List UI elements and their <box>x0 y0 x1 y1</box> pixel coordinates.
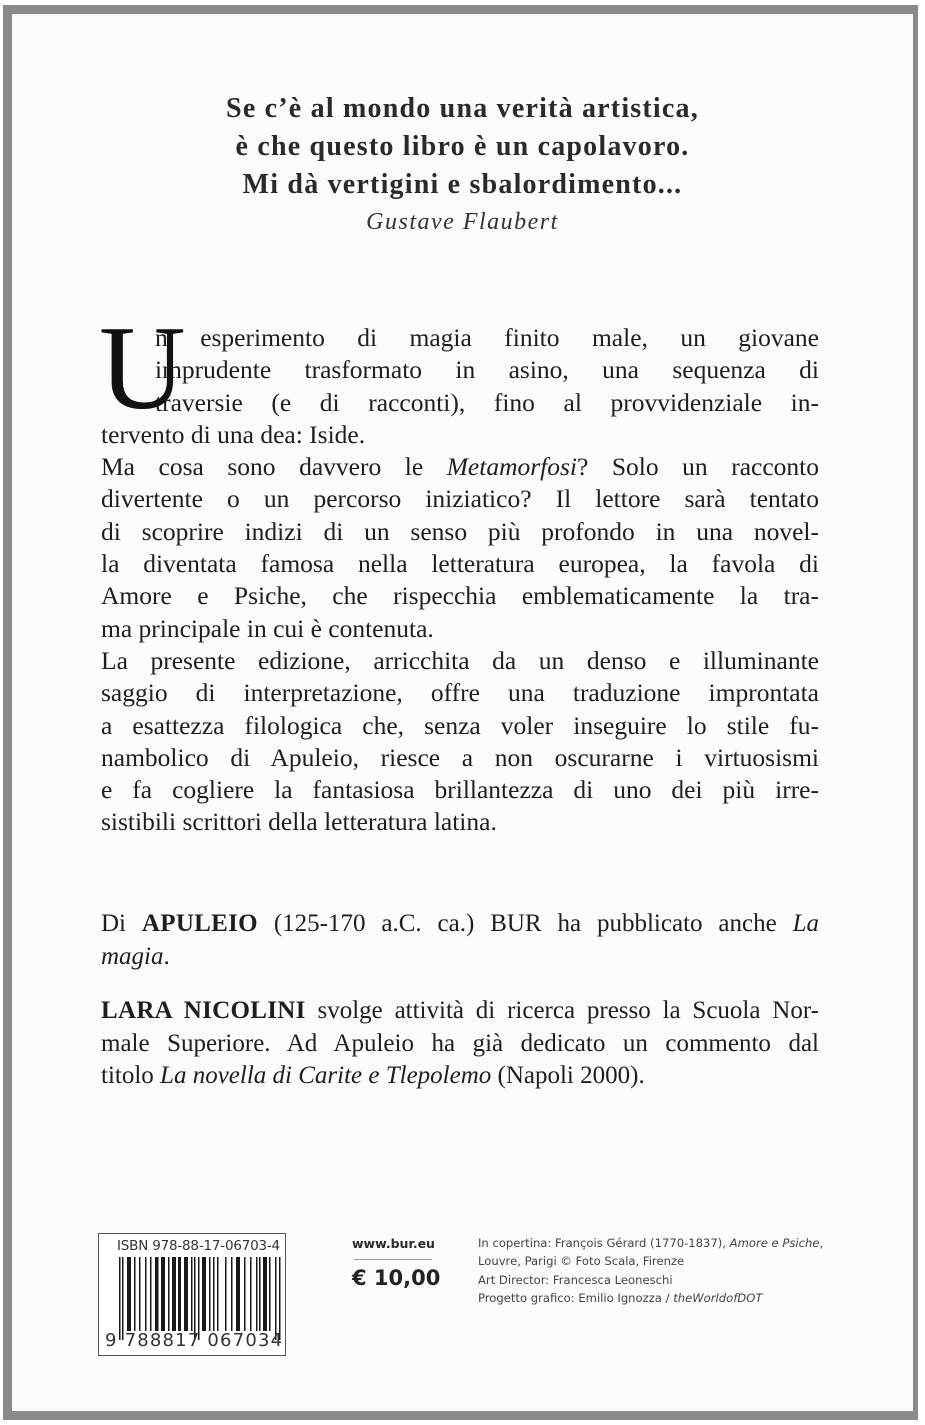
blurb-line <box>101 451 819 483</box>
barcode-bars-icon <box>119 1257 283 1340</box>
nicolini-note <box>101 995 819 1093</box>
epigraph-line: Mi dà vertigini e sbalordimento... <box>242 169 683 200</box>
divider <box>354 1259 432 1260</box>
note-line: male Superiore. Ad Apuleio ha già dedicato un commento dal <box>101 1029 819 1057</box>
note-line <box>101 908 819 941</box>
epigraph-author: Gustave Flaubert <box>366 209 559 235</box>
author-name-nicolini: LARA NICOLINI <box>101 997 306 1024</box>
text-run: Ma cosa sono davvero le <box>101 452 447 482</box>
isbn-barcode <box>98 1233 286 1356</box>
blurb-line: ma principale in cui è contenuta. <box>101 613 434 643</box>
ean-digits: 9 788817 067034 <box>105 1330 284 1351</box>
text-run: (Napoli 2000). <box>491 1062 645 1089</box>
artwork-title: Amore e Psiche <box>729 1236 820 1250</box>
epigraph-line: Se c’è al mondo una verità artistica, <box>226 93 699 124</box>
epigraph-line: è che questo libro è un capolavoro. <box>235 131 690 162</box>
apuleio-note <box>101 908 819 973</box>
blurb-line: nambolico di Apuleio, riesce a non oscurarne i virtuosismi <box>101 742 819 772</box>
blurb-line: divertente o un percorso iniziatico? Il lettore sarà tentato <box>101 484 819 514</box>
price-block <box>352 1236 441 1290</box>
text-run: , <box>819 1236 824 1250</box>
credit-line <box>478 1289 823 1307</box>
blurb-paragraph-3 <box>101 645 819 839</box>
credit-line: Art Director: Francesca Leoneschi <box>478 1272 673 1287</box>
text-run: . <box>163 942 170 970</box>
book-title-carite: La novella di Carite e Tlepolemo <box>160 1062 492 1089</box>
author-notes <box>101 908 819 1093</box>
text-run: titolo <box>101 1062 161 1089</box>
cover-credits <box>478 1234 823 1307</box>
blurb-line: traversie (e di racconti), fino al provvidenziale in- <box>155 387 819 417</box>
blurb-line: Amore e Psiche, che rispecchia emblematicamente la tra- <box>101 581 819 611</box>
blurb-text <box>99 301 819 839</box>
blurb-line: la diventata famosa nella letteratura europea, la favola di <box>101 549 819 579</box>
publisher-website: www.bur.eu <box>352 1236 435 1251</box>
text-run: Progetto grafico: Emilio Ignozza / <box>478 1290 674 1305</box>
blurb-line: n esperimento di magia finito male, un giovane <box>155 323 819 352</box>
credit-line: Louvre, Parigi © Foto Scala, Firenze <box>478 1254 685 1269</box>
text-run: Di <box>101 910 142 937</box>
blurb-line: La presente edizione, arricchita da un denso e illuminante <box>101 645 819 675</box>
book-title-la-magia: magia <box>101 942 164 970</box>
text-run: (125-170 a.C. ca.) BUR ha pubblicato anche <box>257 910 793 937</box>
blurb-line: e fa cogliere la fantasiosa brillantezza di uno dei più irre- <box>101 775 819 805</box>
blurb-line: saggio di interpretazione, offre una traduzione improntata <box>101 678 819 708</box>
credit-line <box>478 1234 823 1252</box>
price: € 10,00 <box>352 1266 441 1290</box>
text-run: In copertina: François Gérard (1770-1837), <box>478 1236 730 1250</box>
drop-cap-letter: U <box>99 301 186 434</box>
epigraph-quote <box>0 90 925 240</box>
author-name-apuleio: APULEIO <box>141 910 258 937</box>
note-line <box>101 941 819 974</box>
text-run: svolge attività di ricerca presso la Scuola Nor- <box>305 997 819 1024</box>
blurb-line: imprudente trasformato in asino, una sequenza di <box>155 355 819 385</box>
note-line <box>101 1060 819 1093</box>
isbn-label: ISBN 978-88-17-06703-4 <box>117 1238 280 1254</box>
blurb-line: tervento di una dea: Iside. <box>101 419 366 449</box>
studio-name: theWorldofDOT <box>673 1290 763 1305</box>
blurb-line: sistibili scrittori della letteratura latina. <box>101 807 497 837</box>
blurb-paragraph-1 <box>99 301 819 451</box>
blurb-line: a esattezza filologica che, senza voler inseguire lo stile fu- <box>101 710 819 740</box>
book-title-metamorfosi: Metamorfosi <box>446 452 578 482</box>
note-line <box>101 995 819 1028</box>
text-run: ? Solo un racconto <box>577 452 819 482</box>
blurb-line: di scoprire indizi di un senso più profondo in una novel- <box>101 516 819 546</box>
book-title-la-magia: La <box>792 910 820 937</box>
blurb-paragraph-2 <box>101 451 819 645</box>
